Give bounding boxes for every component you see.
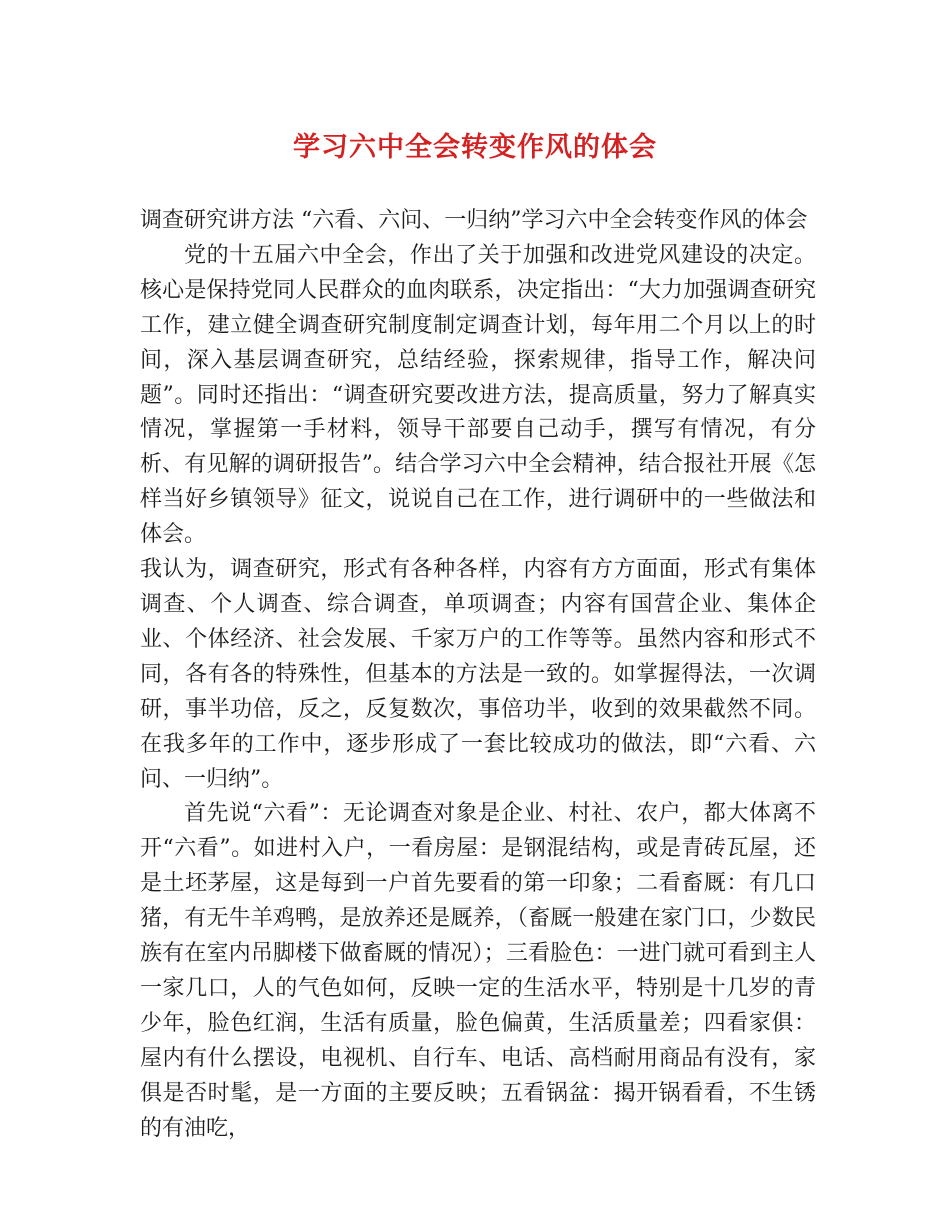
document-body <box>140 204 816 1146</box>
paragraph-1: 党的十五届六中全会，作出了关于加强和改进党风建设的决定。核心是保持党同人民群众的血肉联系，决定指出：“大力加强调查研究工作，建立健全调查研究制度制定调查计划，每年用二个月以上的时间，深入基层调查研究，总结经验，探索规律，指导工作，解决问题”。同时还指出：“调查研究要改进方法，提高质量，努力了解真实情况，掌握第一手材料，领导干部要自己动手，撰写有情况，有分析、有见解的调研报告”。结合学习六中全会精神，结合报社开展《怎样当好乡镇领导》征文，说说自己在工作，进行调研中的一些做法和体会。 <box>140 242 816 548</box>
document-title: 学习六中全会转变作风的体会 <box>293 132 657 163</box>
paragraph-3: 首先说“六看”：无论调查对象是企业、村社、农户，都大体离不开“六看”。如进村入户，一看房屋：是钢混结构，或是青砖瓦屋，还是土坯茅屋，这是每到一户首先要看的第一印象；二看畜厩：有几口猪，有无牛羊鸡鸭，是放养还是厩养，（畜厩一般建在家门口，少数民族有在室内吊脚楼下做畜厩的情况）；三看脸色：一进门就可看到主人一家几口，人的气色如何，反映一定的生活水平，特别是十几岁的青少年，脸色红润，生活有质量，脸色偏黄，生活质量差；四看家俱：屋内有什么摆设，电视机、自行车、电话、高档耐用商品有没有，家俱是否时髦，是一方面的主要反映；五看锅盆：揭开锅看看，不生锈的有油吃， <box>140 801 816 1141</box>
paragraph-subtitle: 调查研究讲方法 “六看、六问、一归纳”学习六中全会转变作风的体会 <box>140 208 808 233</box>
paragraph-2: 我认为，调查研究，形式有各种各样，内容有方方面面，形式有集体调查、个人调查、综合调查，单项调查；内容有国营企业、集体企业、个体经济、社会发展、千家万户的工作等等。虽然内容和形式不同，各有各的特殊性，但基本的方法是一致的。如掌握得法，一次调研，事半功倍，反之，反复数次，事倍功半，收到的效果截然不同。在我多年的工作中，逐步形成了一套比较成功的做法，即“六看、六问、一归纳”。 <box>140 557 816 792</box>
